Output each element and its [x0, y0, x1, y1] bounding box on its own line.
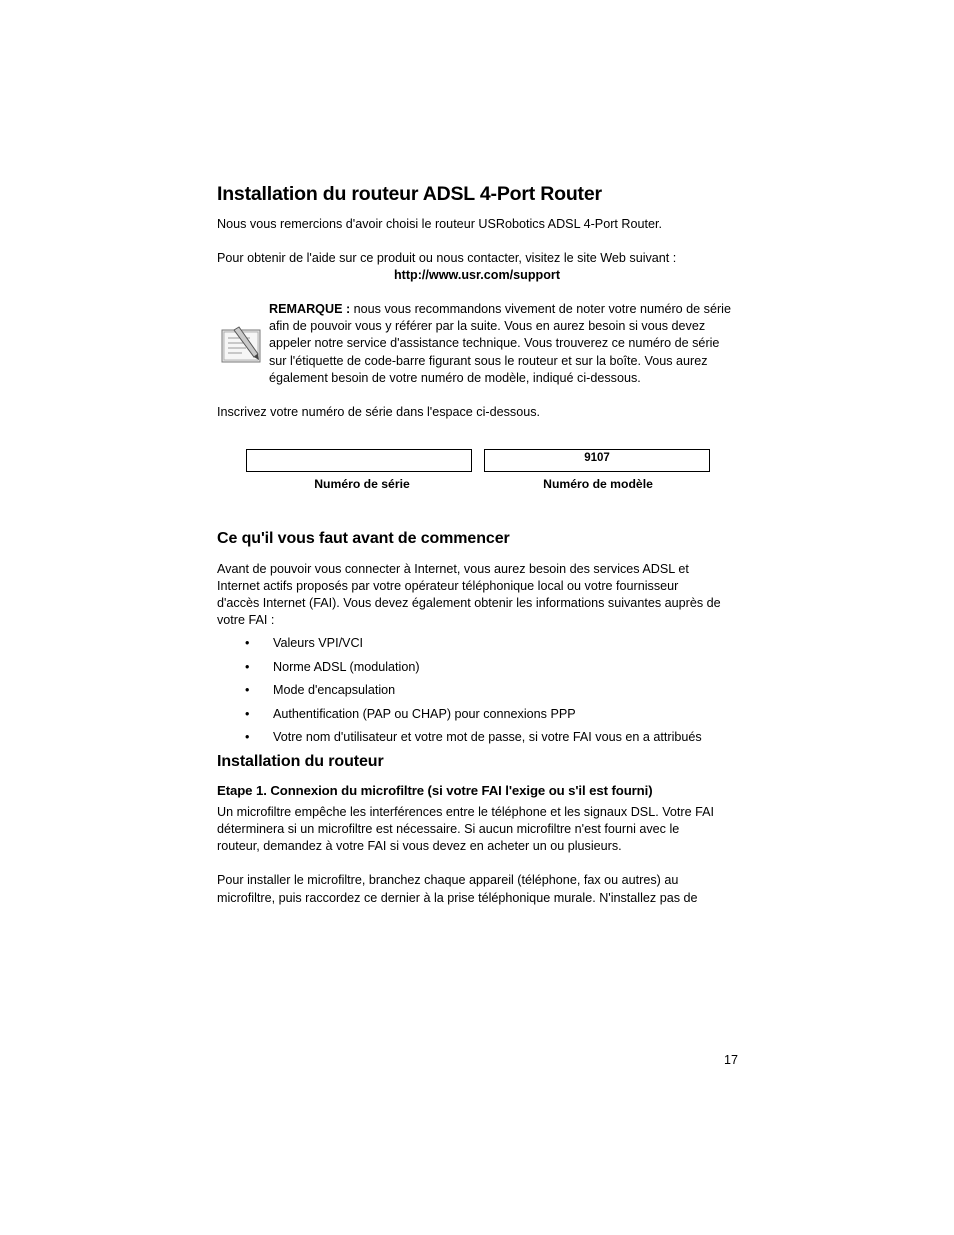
list-item [217, 706, 757, 730]
requirements-list [217, 635, 757, 753]
bullet: • [245, 706, 250, 721]
intro-text: Nous vous remercions d'avoir choisi le routeur USRobotics ADSL 4-Port Router. [217, 217, 663, 231]
list-item-label: Votre nom d'utilisateur et votre mot de passe, si votre FAI vous en a attribués [273, 730, 702, 744]
step1-para1-line-3: routeur, demandez à votre FAI si vous devez en acheter un ou plusieurs. [217, 839, 622, 853]
note-pencil-icon [220, 326, 262, 364]
bullet: • [245, 636, 250, 650]
list-item-label: Authentification (PAP ou CHAP) pour connexions PPP [273, 706, 576, 721]
model-number-label: Numéro de modèle [543, 477, 653, 491]
note-text: nous vous recommandons vivement de noter votre numéro de série [350, 302, 731, 316]
step1-para2-line-2: microfiltre, puis raccordez ce dernier à la prise téléphonique murale. N'installez pas de [217, 891, 698, 905]
bullet: • [245, 659, 250, 674]
list-item [217, 729, 757, 753]
help-text: Pour obtenir de l'aide sur ce produit ou nous contacter, visitez le site Web suivant : [217, 251, 677, 265]
bullet: • [245, 683, 250, 697]
prereq-line-4: votre FAI : [217, 613, 275, 627]
step1-para1-line-2: déterminera si un microfiltre est nécessaire. Si aucun microfiltre n'est fourni avec le [217, 822, 680, 836]
step1-para2-line-1: Pour installer le microfiltre, branchez chaque appareil (téléphone, fax ou autres) au [217, 873, 679, 887]
page-number: 17 [723, 1053, 738, 1067]
step-1-title: Etape 1. Connexion du microfiltre (si votre FAI l'exige ou s'il est fourni) [217, 783, 653, 798]
list-item-label: Valeurs VPI/VCI [273, 636, 364, 650]
section-title-installation: Installation du routeur [217, 753, 384, 770]
page-title: Installation du routeur ADSL 4-Port Router [217, 183, 602, 205]
model-number-value: 9107 [584, 452, 610, 464]
step1-para1-line-1: Un microfiltre empêche les interférences entre le téléphone et les signaux DSL. Votre FAI [217, 805, 715, 819]
note-line-5: également besoin de votre numéro de modèle, indiqué ci-dessous. [269, 371, 641, 385]
bullet: • [245, 730, 250, 744]
prereq-line-3: d'accès Internet (FAI). Vous devez également obtenir les informations suivantes auprès de [217, 596, 721, 610]
model-number-field [484, 449, 710, 472]
serial-number-label: Numéro de série [314, 477, 410, 491]
list-item [217, 635, 757, 659]
prereq-line-1: Avant de pouvoir vous connecter à Internet, vous aurez besoin des services ADSL et [217, 562, 689, 576]
support-link[interactable]: http://www.usr.com/support [393, 268, 561, 282]
note-line-2: afin de pouvoir vous y référer par la suite. Vous en aurez besoin si vous devez [269, 319, 706, 333]
list-item-label: Mode d'encapsulation [273, 683, 396, 697]
list-item-label: Norme ADSL (modulation) [273, 659, 420, 674]
section-title-prerequisites: Ce qu'il vous faut avant de commencer [217, 530, 510, 547]
serial-number-field[interactable] [246, 449, 472, 472]
list-item [217, 682, 757, 706]
note-label: REMARQUE : [269, 302, 351, 316]
note-line-4: sur l'étiquette de code-barre figurant sous le routeur et sur la boîte. Vous aurez [269, 354, 708, 368]
list-item [217, 659, 757, 683]
serial-prompt: Inscrivez votre numéro de série dans l'espace ci-dessous. [217, 405, 540, 419]
note-line-3: appeler notre service d'assistance technique. Vous trouverez ce numéro de série [269, 336, 720, 350]
note-line-1 [269, 301, 731, 318]
prereq-line-2: Internet actifs proposés par votre opérateur téléphonique local ou votre fournisseur [217, 579, 679, 593]
